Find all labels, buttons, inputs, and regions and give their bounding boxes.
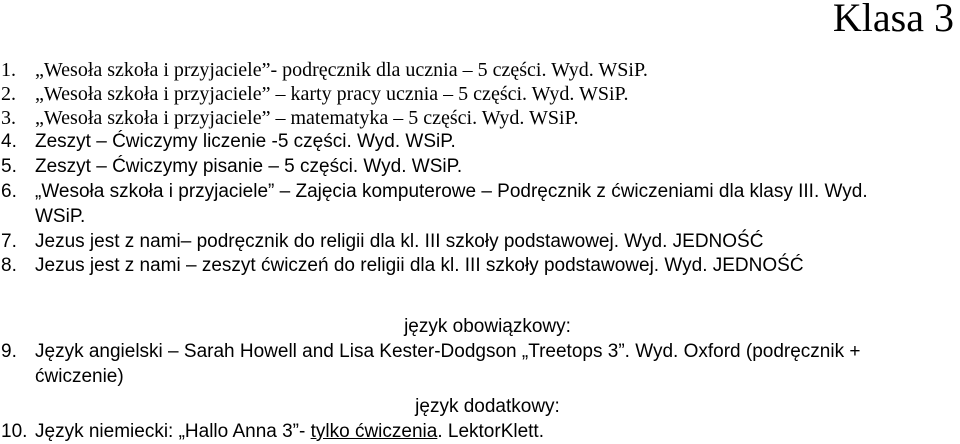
item-number: 10.: [1, 421, 28, 442]
item-number: 3.: [1, 107, 16, 129]
item-text: Jezus jest z nami– podręcznik do religii dla kl. III szkoły podstawowej. Wyd. JEDNOŚĆ: [35, 231, 764, 252]
item-text: Zeszyt – Ćwiczymy pisanie – 5 części. Wyd. WSiP.: [35, 156, 463, 177]
list-item: [0, 340, 955, 364]
item-text: . LektorKlett.: [437, 421, 544, 442]
item-number: 8.: [1, 255, 17, 276]
list-item: [0, 130, 955, 154]
item-continuation: WSiP.: [35, 206, 86, 227]
item-number: 9.: [1, 341, 17, 362]
item-text: Język angielski – Sarah Howell and Lisa Kester-Dodgson „Treetops 3”. Wyd. Oxford (podręcznik +: [35, 341, 861, 362]
item-text: „Wesoła szkoła i przyjaciele” – matematyka – 5 części. Wyd. WSiP.: [35, 107, 579, 129]
section-heading-additional: język dodatkowy:: [415, 396, 560, 417]
item-number: 1.: [1, 59, 16, 81]
item-text: Jezus jest z nami – zeszyt ćwiczeń do religii dla kl. III szkoły podstawowej. Wyd. JEDNOŚĆ: [35, 255, 804, 276]
item-number: 2.: [1, 83, 16, 105]
item-text-underlined: tylko ćwiczenia: [310, 421, 438, 442]
item-number: 5.: [1, 156, 17, 177]
list-item: [0, 82, 955, 106]
list-item: [0, 230, 955, 254]
item-text: Zeszyt – Ćwiczymy liczenie -5 części. Wyd. WSiP.: [35, 131, 456, 152]
item-text: „Wesoła szkoła i przyjaciele” – Zajęcia komputerowe – Podręcznik z ćwiczeniami dla klasy III. Wyd.: [35, 181, 868, 202]
section-heading-mandatory: język obowiązkowy:: [404, 316, 571, 337]
list-item: [0, 180, 955, 204]
page-title: Klasa 3: [832, 0, 954, 40]
list-item: [0, 155, 955, 179]
item-text: „Wesoła szkoła i przyjaciele”- podręcznik dla ucznia – 5 części. Wyd. WSiP.: [35, 59, 648, 81]
list-item: [0, 254, 955, 278]
list-item: [0, 420, 955, 444]
list-item: [0, 106, 955, 130]
list-item: [0, 58, 955, 82]
item-text: „Wesoła szkoła i przyjaciele” – karty pracy ucznia – 5 części. Wyd. WSiP.: [35, 83, 629, 105]
item-number: 6.: [1, 181, 17, 202]
item-text: Język niemiecki: „Hallo Anna 3”-: [35, 421, 311, 442]
item-number: 7.: [1, 231, 17, 252]
item-number: 4.: [1, 131, 17, 152]
item-continuation: ćwiczenie): [35, 366, 124, 387]
